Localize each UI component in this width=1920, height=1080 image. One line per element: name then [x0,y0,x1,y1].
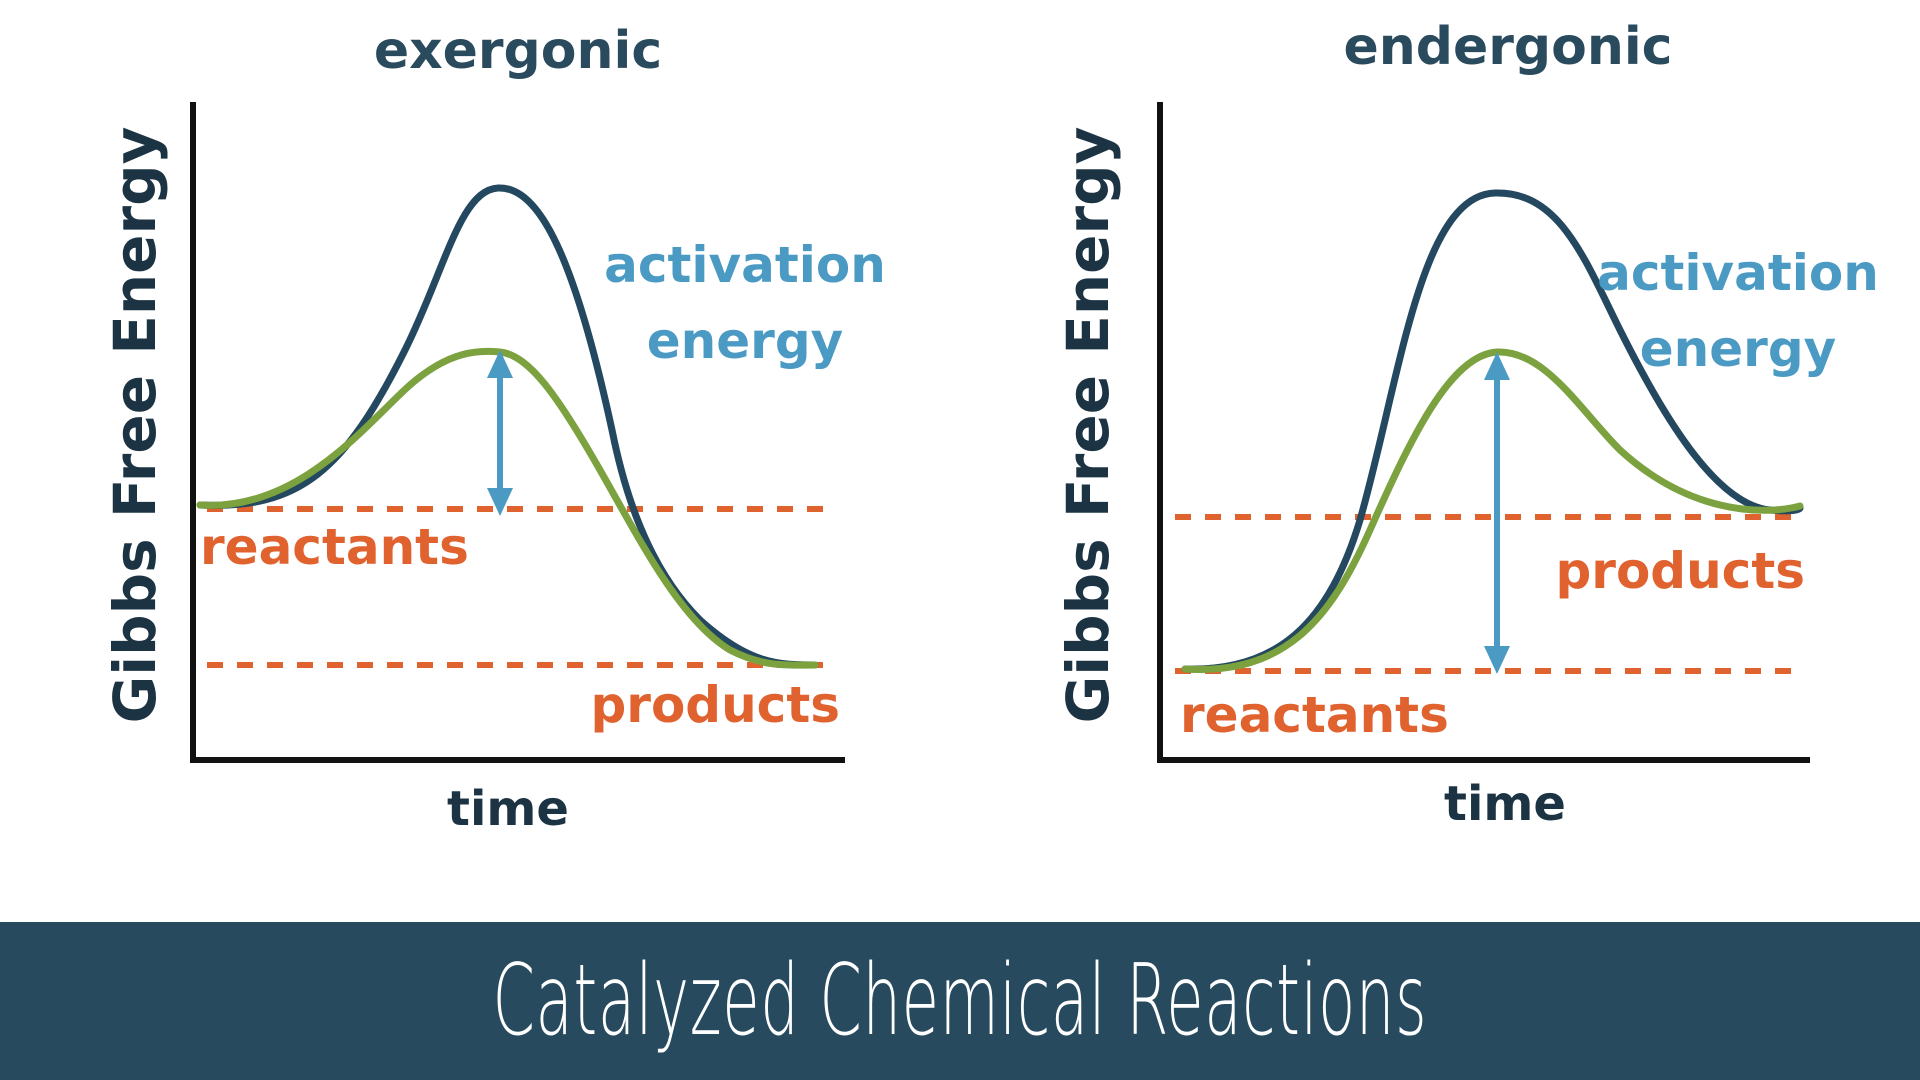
panel-title: exergonic [373,21,663,81]
title-banner [0,922,1920,1080]
products-label: products [590,676,840,734]
activation-label-line2: energy [646,312,844,370]
activation-label-line1: activation [604,236,886,294]
y-axis-label: Gibbs Free Energy [101,126,169,724]
x-axis-label: time [447,781,569,837]
catalyzed-curve [1185,352,1800,669]
activation-label-line2: energy [1639,320,1837,378]
activation-energy-arrow [487,350,513,516]
axes [193,102,845,760]
products-label: products [1555,542,1805,600]
exergonic-panel [101,21,886,837]
banner-title: Catalyzed Chemical Reactions [492,944,1428,1058]
activation-energy-arrow [1484,352,1510,674]
reactants-label: reactants [200,518,469,576]
panel-title: endergonic [1343,17,1673,77]
reactants-label: reactants [1180,686,1449,744]
endergonic-panel [1054,17,1879,832]
x-axis-label: time [1444,776,1566,832]
y-axis-label: Gibbs Free Energy [1054,126,1122,724]
activation-label-line1: activation [1597,244,1879,302]
